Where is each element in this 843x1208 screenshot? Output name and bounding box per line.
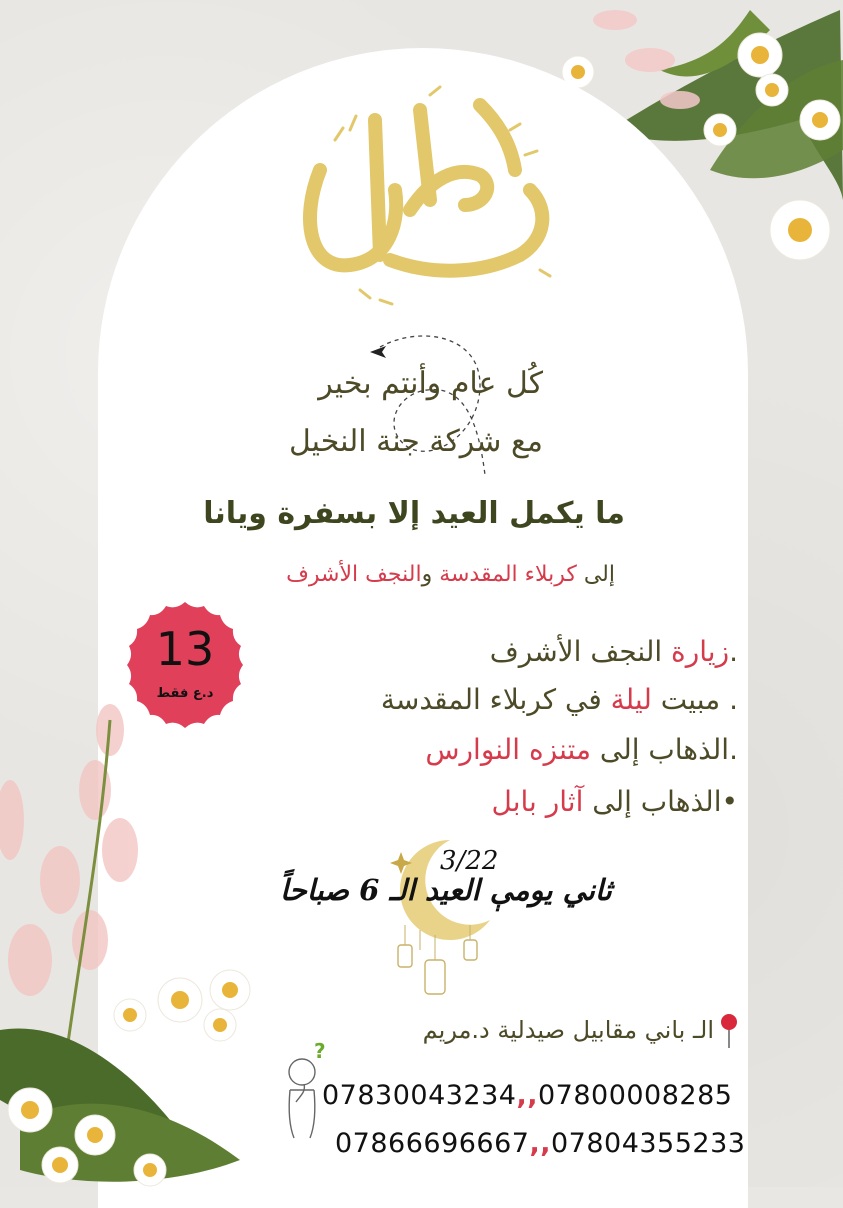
bullet: . — [729, 635, 738, 668]
item-text: ليلة — [610, 683, 652, 716]
destination-najaf: النجف الأشرف — [286, 562, 422, 587]
bullet: . — [729, 733, 738, 766]
destinations — [286, 562, 615, 587]
lantern-icon — [425, 960, 445, 994]
itinerary-item — [492, 785, 739, 818]
phone-separator: ,, — [516, 1080, 538, 1111]
lantern-icon — [464, 940, 477, 960]
greeting-line-2: مع شركة جنة النخيل — [288, 424, 543, 459]
phone-row-2 — [335, 1128, 745, 1159]
phone-number[interactable]: 07804355233 — [550, 1128, 746, 1159]
meeting-location — [423, 1014, 738, 1048]
svg-text:?: ? — [314, 1042, 326, 1063]
location-text: الـ باني مقابيل صيدلية د.مريم — [422, 1016, 714, 1044]
phone-number[interactable]: 07830043234 — [322, 1080, 517, 1111]
destinations-joiner: و — [421, 562, 440, 587]
price-unit: د.ع فقط — [156, 686, 214, 701]
trip-date: 3/22 — [440, 846, 499, 876]
dashed-flight-path — [360, 325, 500, 485]
itinerary-item — [381, 683, 738, 716]
price-amount: 13 — [155, 622, 215, 676]
item-text: النجف الأشرف — [489, 635, 663, 668]
item-text: في كربلاء المقدسة — [380, 683, 611, 716]
destinations-prefix: إلى — [576, 562, 615, 587]
headline: ما يكمل العيد إلا بسفرة ويانا — [203, 496, 625, 531]
phone-separator: ,, — [529, 1128, 551, 1159]
departure-time: ثاني يومې العيد الـ 6 صباحاً — [280, 873, 612, 907]
item-text: آثار بابل — [491, 785, 584, 818]
destination-karbala: كربلاء المقدسة — [439, 562, 577, 587]
location-pin-icon — [720, 1014, 738, 1048]
price-badge — [120, 600, 250, 730]
eid-mubarak-calligraphy — [280, 80, 570, 320]
item-text: الذهاب إلى — [590, 733, 730, 766]
lantern-icon — [398, 945, 412, 967]
item-text: متنزه النوارس — [425, 733, 591, 766]
phone-row-1 — [322, 1080, 732, 1111]
phone-number[interactable]: 07800008285 — [537, 1080, 733, 1111]
item-text: مبيت — [651, 683, 721, 716]
bullet: • — [721, 785, 738, 818]
bottom-floral-decoration — [0, 700, 270, 1187]
phone-number[interactable]: 07866696667 — [335, 1128, 530, 1159]
airplane-icon — [370, 346, 386, 358]
itinerary-item — [490, 635, 738, 668]
item-text: زيارة — [662, 635, 730, 668]
item-text: الذهاب إلى — [583, 785, 722, 818]
itinerary-item — [425, 733, 738, 766]
bullet: . — [720, 683, 738, 716]
greeting-line-1: كُل عام وأنتم بخير — [318, 366, 543, 401]
